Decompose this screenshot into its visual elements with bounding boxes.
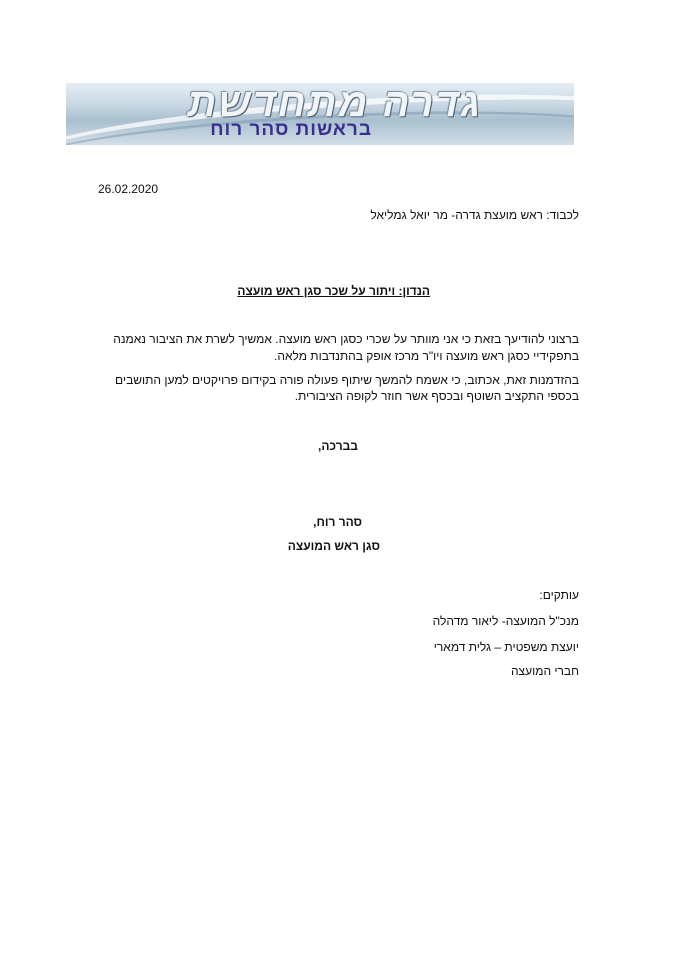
body-line: בתפקידיי כסגן ראש מועצה ויו"ר מרכז אופק בהתנדבות מלאה. (274, 349, 579, 363)
body-line: בהזדמנות זאת, אכתוב, כי אשמח להמשך שיתוף פעולה פורה בקידום פרויקטים למען התושבים (115, 373, 579, 387)
copies-item: יועצת משפטית – גלית דמארי (433, 640, 579, 654)
subject-line: הנדון: ויתור על שכר סגן ראש מועצה (237, 284, 430, 298)
body-line: ברצוני להודיעך בזאת כי אני מוותר על שכרי כסגן ראש מועצה. אמשיך לשרת את הציבור נאמנה (113, 332, 579, 346)
letterhead-title: גדרה מתחדשת (187, 83, 482, 125)
body-line: בכספי התקציב השוטף ובכסף אשר חוזר לקופה הציבורית. (294, 389, 579, 403)
letterhead-banner (66, 83, 574, 145)
signature-title: סגן ראש המועצה (287, 539, 380, 553)
recipient-line: לכבוד: ראש מועצת גדרה- מר יואל גמליאל (370, 208, 579, 222)
closing: בברכה, (317, 439, 358, 453)
letterhead-subtitle: בראשות סהר רוח (210, 119, 372, 140)
copies-item: מנכ"ל המועצה- ליאור מדהלה (432, 614, 579, 628)
copies-item: חברי המועצה (510, 664, 579, 678)
signature-name: סהר רוח, (313, 515, 362, 529)
letter-date: 26.02.2020 (98, 182, 159, 196)
copies-heading: עותקים: (539, 588, 579, 602)
